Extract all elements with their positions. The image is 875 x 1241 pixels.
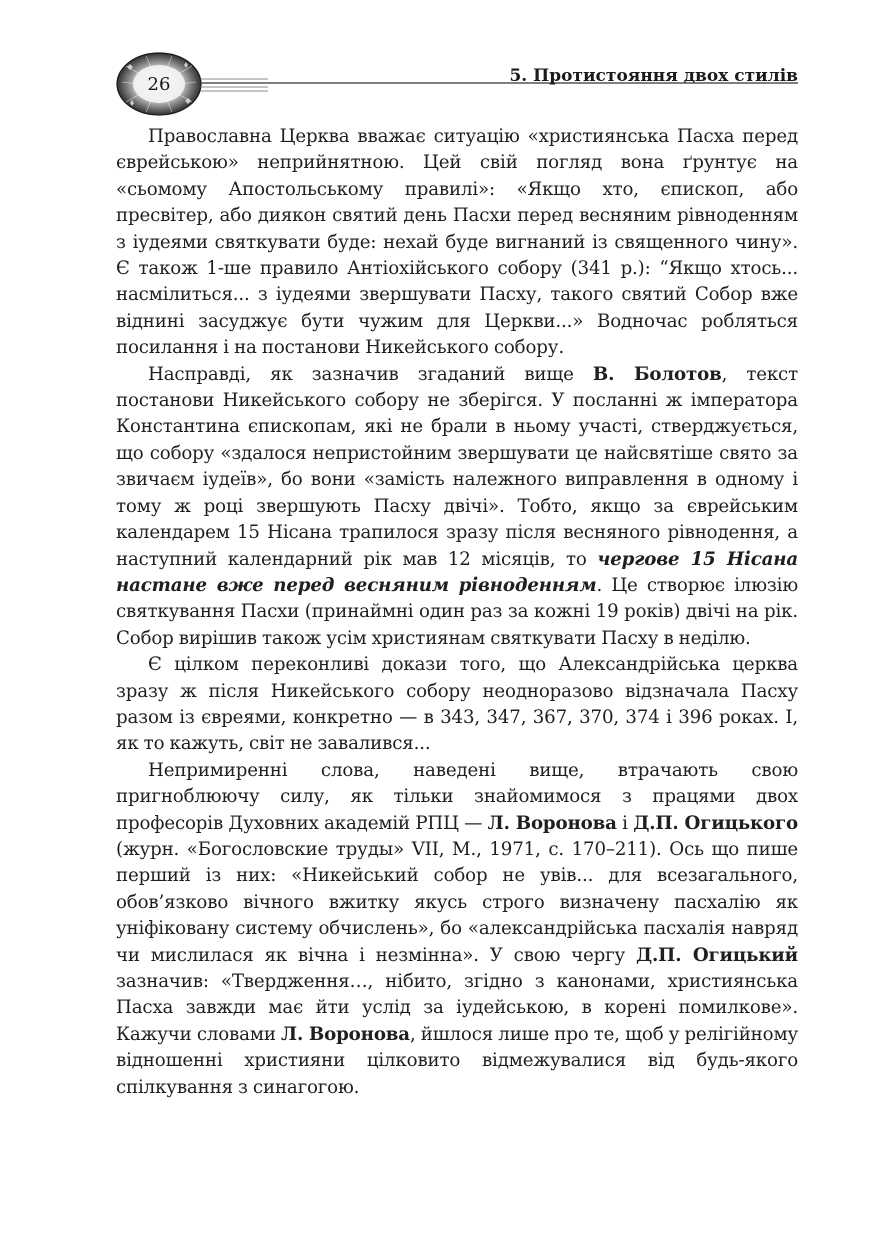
author-name-ogitsky: Д.П. Огицького — [633, 812, 799, 834]
text-run: зазначив: «Твердження…, нібито, згідно з канонами, християнська Пасха завжди має йти услід за іудейською, в корені помилкове». Кажучи словами — [116, 971, 798, 1045]
paragraph — [116, 362, 798, 652]
author-name-voronov: Л. Воронова — [281, 1023, 410, 1045]
paragraph — [116, 652, 798, 758]
text-run: і — [616, 812, 634, 834]
text-run: , йшлося лише про те, щоб у релігійному відношенні християни цілковито відмежувалися від будь-якого спілкування з синагогою. — [116, 1023, 798, 1098]
page-number: 26 — [147, 73, 171, 95]
text-run: , текст постанови Никейського собору не зберігся. У посланні ж імператора Константина єпископам, які не брали в ньому участі, стверджується, що собору «здалося непристойним звершувати це найсвятіше свято за звичаєм іудеїв», бо вони «замість належного виправлення в одному і тому ж році звершують Пасху двічі». Тобто, якщо за єврейським календарем 15 Нісана трапилося зразу після весняного рівнодення, а наступний календарний рік мав 12 місяців, то — [116, 363, 799, 570]
text-run: Є цілком переконливі докази того, що Александрійська церква зразу ж після Никейського собору неодноразово відзначала Пасху разом із євреями, конкретно — в 343, 347, 367, 370, 374 і 396 роках. І, як то кажуть, світ не завалився... — [116, 654, 798, 755]
body-text — [116, 124, 798, 1101]
text-run: Насправді, як зазначив згаданий вище — [148, 363, 593, 385]
emphasis-text: чергове 15 Нісана настане вже перед весняним рівноденням — [116, 548, 798, 596]
text-run: . Це створює ілюзію святкування Пасхи (принаймні один раз за кожні 19 років) двічі на рік. Собор вирішив також усім християнам святкувати Пасху в неділю. — [116, 574, 798, 649]
author-name-ogitsky: Д.П. Огицький — [635, 944, 798, 966]
author-name-bolotov: В. Болотов — [592, 363, 722, 385]
text-run: Непримиренні слова, наведені вище, втрачають свою пригноблюючу силу, як тільки знайомимося з працями двох професорів Духовних академій РПЦ — — [116, 759, 798, 834]
text-run: (журн. «Богословские труды» VII, М., 1971, с. 170–211). Ось що пише перший із них: «Никейський собор не увів... для всезагального, обов’язково вічного вжитку якусь строго визначену пасхалію як уніфіковану систему обчислень», бо «александрійська пасхалія навряд чи мислилася як вічна і незмінна». У свою чергу — [116, 838, 798, 966]
author-name-voronov: Л. Воронова — [487, 812, 617, 834]
paragraph — [116, 758, 798, 1101]
text-run: Православна Церква вважає ситуацію «християнська Пасха перед єврейською» неприйнятною. Цей свій погляд вона ґрунтує на «сьомому Апостольському правилі»: «Якщо хто, єпископ, або пресвітер, або диякон святий день Пасхи перед весняним рівноденням з іудеями святкувати буде: нехай буде вигнаний із священного чину». Є також 1-ше правило Антіохійського собору (341 р.): “Якщо хтось... насмілиться... з іудеями звершувати Пасху, такого святий Собор вже віднині засуджує бути чужим для Церкви...» Водночас робляться посилання і на постанови Никейського собору. — [116, 126, 798, 359]
paragraph — [116, 124, 798, 362]
section-title: 5. Протистояння двох стилів — [509, 66, 798, 86]
